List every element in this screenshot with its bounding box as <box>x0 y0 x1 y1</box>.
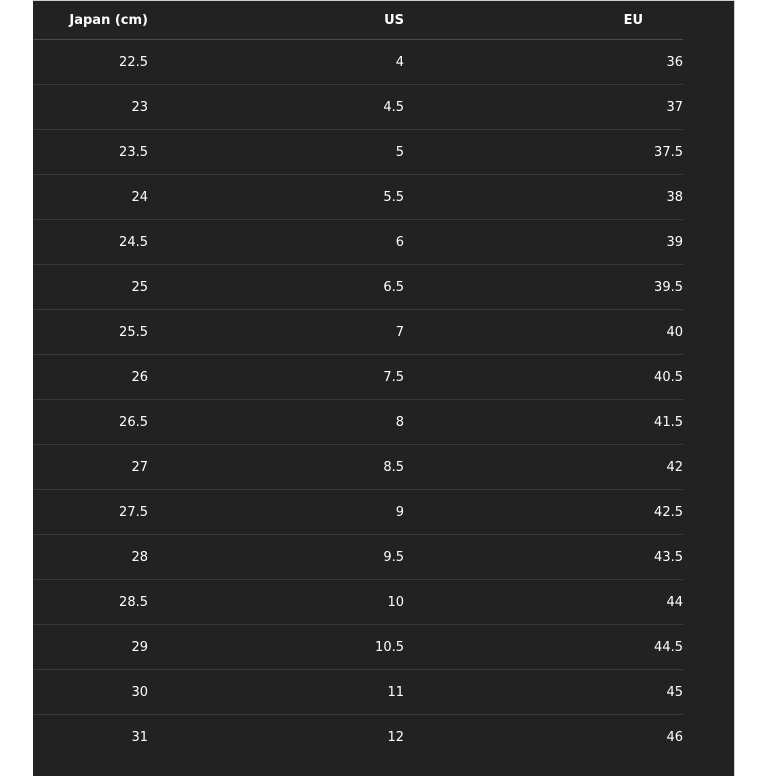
table-row <box>33 670 683 715</box>
eu-size-cell: 37.5 <box>404 130 683 175</box>
column-header-japan: Japan (cm) <box>33 1 148 40</box>
eu-size-cell: 41.5 <box>404 400 683 445</box>
table-row <box>33 715 683 760</box>
table-row <box>33 85 683 130</box>
table-row <box>33 130 683 175</box>
japan-size-cell: 28.5 <box>33 580 148 625</box>
us-size-cell: 8.5 <box>148 445 404 490</box>
table-body <box>33 40 683 760</box>
japan-size-cell: 25.5 <box>33 310 148 355</box>
eu-size-cell: 43.5 <box>404 535 683 580</box>
us-size-cell: 4.5 <box>148 85 404 130</box>
eu-size-cell: 36 <box>404 40 683 85</box>
japan-size-cell: 28 <box>33 535 148 580</box>
japan-size-cell: 24.5 <box>33 220 148 265</box>
japan-size-cell: 27.5 <box>33 490 148 535</box>
size-chart-panel <box>33 0 735 776</box>
japan-size-cell: 25 <box>33 265 148 310</box>
us-size-cell: 4 <box>148 40 404 85</box>
eu-size-cell: 44.5 <box>404 625 683 670</box>
table-row <box>33 580 683 625</box>
column-header-us: US <box>148 1 404 40</box>
us-size-cell: 6.5 <box>148 265 404 310</box>
table-row <box>33 535 683 580</box>
eu-size-cell: 44 <box>404 580 683 625</box>
japan-size-cell: 24 <box>33 175 148 220</box>
eu-size-cell: 45 <box>404 670 683 715</box>
table-row <box>33 625 683 670</box>
us-size-cell: 9 <box>148 490 404 535</box>
eu-size-cell: 42.5 <box>404 490 683 535</box>
table-row <box>33 400 683 445</box>
japan-size-cell: 23 <box>33 85 148 130</box>
table-row <box>33 220 683 265</box>
table-row <box>33 40 683 85</box>
table-row <box>33 445 683 490</box>
japan-size-cell: 30 <box>33 670 148 715</box>
eu-size-cell: 39.5 <box>404 265 683 310</box>
us-size-cell: 10.5 <box>148 625 404 670</box>
us-size-cell: 10 <box>148 580 404 625</box>
japan-size-cell: 26 <box>33 355 148 400</box>
table-row <box>33 310 683 355</box>
table-row <box>33 175 683 220</box>
table-row <box>33 355 683 400</box>
column-header-eu: EU <box>404 1 683 40</box>
japan-size-cell: 23.5 <box>33 130 148 175</box>
us-size-cell: 7 <box>148 310 404 355</box>
eu-size-cell: 37 <box>404 85 683 130</box>
header-row <box>33 1 683 40</box>
eu-size-cell: 38 <box>404 175 683 220</box>
us-size-cell: 9.5 <box>148 535 404 580</box>
us-size-cell: 7.5 <box>148 355 404 400</box>
japan-size-cell: 29 <box>33 625 148 670</box>
us-size-cell: 5.5 <box>148 175 404 220</box>
japan-size-cell: 26.5 <box>33 400 148 445</box>
japan-size-cell: 27 <box>33 445 148 490</box>
eu-size-cell: 46 <box>666 729 683 745</box>
size-conversion-table <box>33 1 683 759</box>
eu-size-cell: 40.5 <box>404 355 683 400</box>
table-row <box>33 265 683 310</box>
table-header <box>33 1 683 40</box>
eu-size-cell: 40 <box>404 310 683 355</box>
us-size-cell: 12 <box>387 729 404 745</box>
us-size-cell: 11 <box>148 670 404 715</box>
japan-size-cell: 22.5 <box>33 40 148 85</box>
us-size-cell: 8 <box>148 400 404 445</box>
us-size-cell: 5 <box>148 130 404 175</box>
japan-size-cell: 31 <box>131 729 148 745</box>
us-size-cell: 6 <box>148 220 404 265</box>
eu-size-cell: 42 <box>404 445 683 490</box>
table-row <box>33 490 683 535</box>
eu-size-cell: 39 <box>404 220 683 265</box>
